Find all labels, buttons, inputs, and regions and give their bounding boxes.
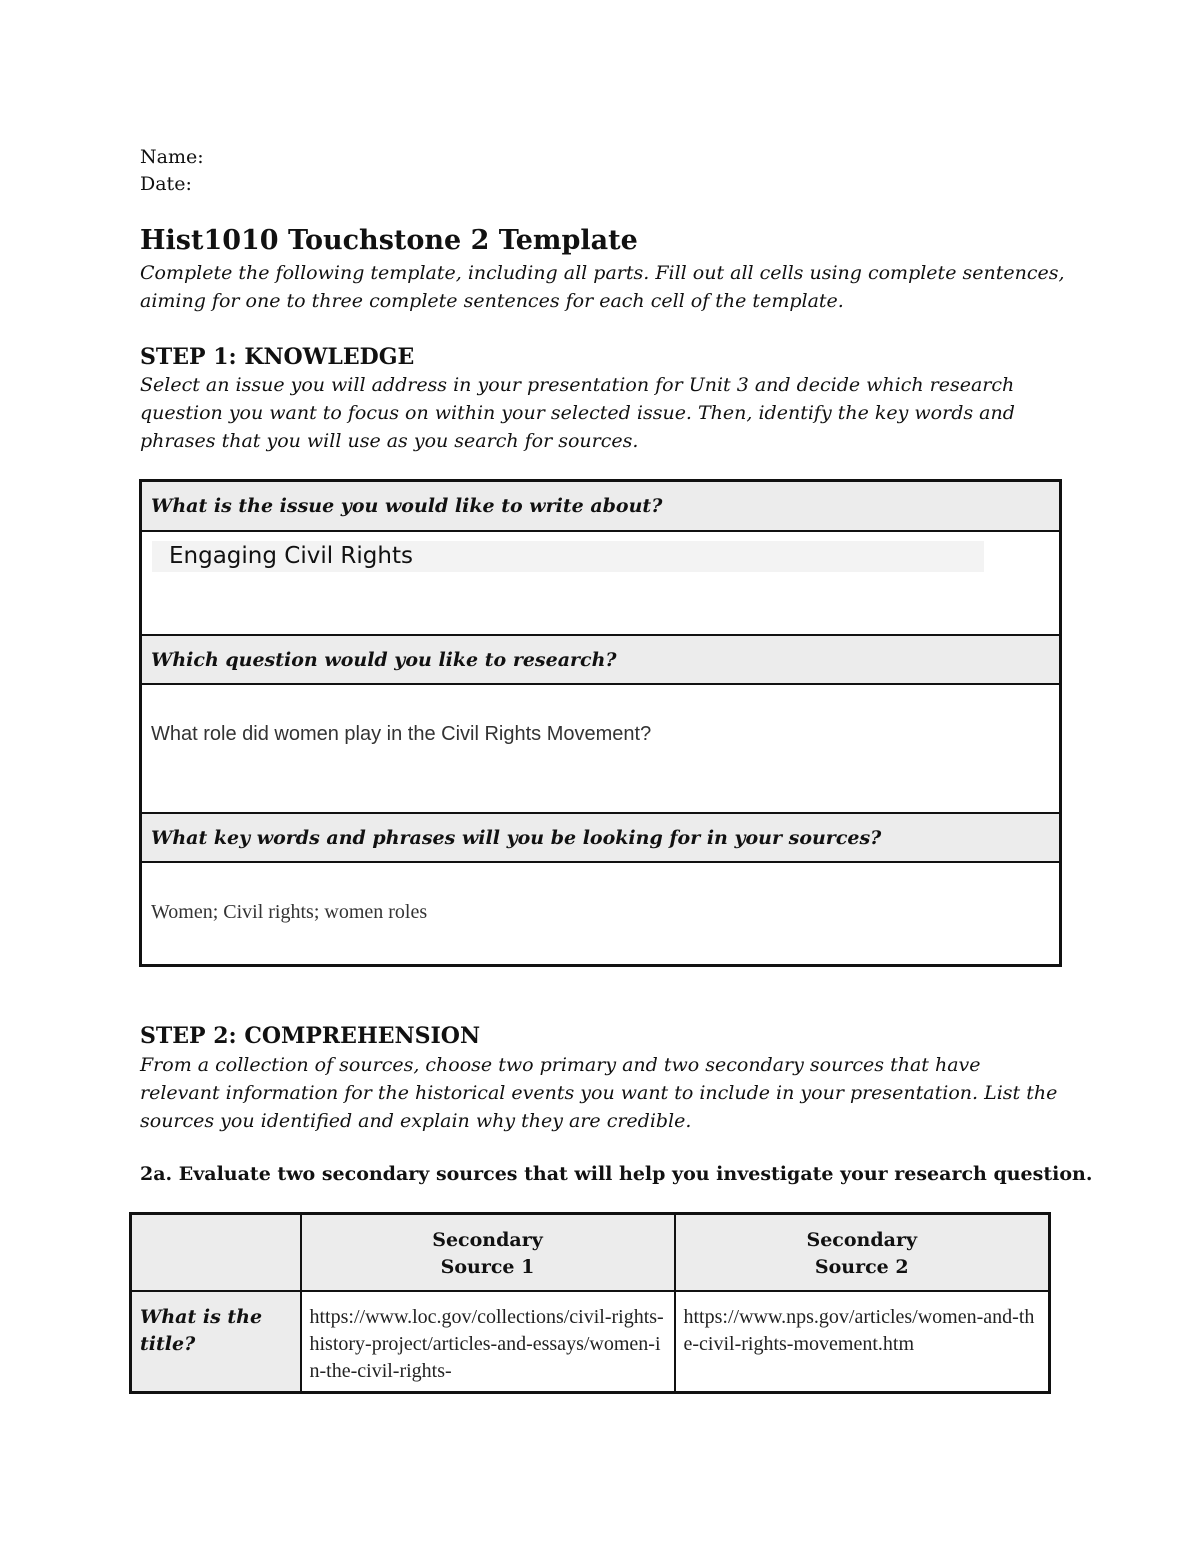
- issue-question-cell: [142, 482, 1059, 532]
- issue-answer-field[interactable]: Engaging Civil Rights: [152, 541, 984, 572]
- name-label: Name:: [140, 146, 204, 168]
- header-line: Source 2: [814, 1256, 909, 1278]
- step2-heading: STEP 2: COMPREHENSION: [140, 1023, 481, 1049]
- keywords-answer-text[interactable]: Women; Civil rights; women roles: [151, 901, 428, 923]
- issue-answer-cell[interactable]: [142, 532, 1059, 636]
- instructions-text: Complete the following template, including all parts. Fill out all cells using complete sentences, aiming for one to three complete sentences for each cell of the template.: [140, 262, 1065, 312]
- knowledge-table: [139, 479, 1062, 967]
- secondary-source-1-header: [301, 1214, 675, 1291]
- secondary-sources-table: [129, 1212, 1051, 1394]
- source-2-title-cell[interactable]: https://www.nps.gov/articles/women-and-the-civil-rights-movement.htm: [675, 1291, 1050, 1393]
- source-1-title-cell[interactable]: https://www.loc.gov/collections/civil-rights-history-project/articles-and-essays/women-in-the-civil-rights-: [301, 1291, 675, 1393]
- step2-description: From a collection of sources, choose two primary and two secondary sources that have relevant information for the historical events you want to include in your presentation. List the sources you identified and explain why they are credible.: [140, 1054, 1058, 1132]
- header-line: Source 1: [440, 1256, 535, 1278]
- step1-heading: STEP 1: KNOWLEDGE: [140, 344, 415, 370]
- research-answer-text[interactable]: What role did women play in the Civil Rights Movement?: [151, 723, 652, 745]
- research-answer-cell[interactable]: [142, 685, 1059, 814]
- document-title: Hist1010 Touchstone 2 Template: [140, 225, 638, 256]
- research-question: Which question would you like to research?: [151, 648, 617, 671]
- keywords-question: What key words and phrases will you be looking for in your sources?: [151, 826, 882, 849]
- keywords-answer-cell[interactable]: [142, 863, 1059, 964]
- secondary-source-2-header: [675, 1214, 1050, 1291]
- header-line: Secondary: [806, 1229, 917, 1251]
- step2a-heading: 2a. Evaluate two secondary sources that will help you investigate your research question.: [140, 1163, 1093, 1185]
- research-question-cell: [142, 636, 1059, 685]
- table-corner-cell: [131, 1214, 301, 1291]
- header-line: Secondary: [432, 1229, 543, 1251]
- keywords-question-cell: [142, 814, 1059, 863]
- table-header-row: [131, 1214, 1050, 1291]
- header-fields: [140, 144, 204, 198]
- date-label: Date:: [140, 173, 192, 195]
- title-row-label: What is the title?: [131, 1291, 301, 1393]
- step1-description: Select an issue you will address in your presentation for Unit 3 and decide which research question you want to focus on within your selected issue. Then, identify the key words and phrases that you will use as you search for sources.: [140, 374, 1015, 452]
- table-row: [131, 1291, 1050, 1393]
- issue-question: What is the issue you would like to write about?: [151, 495, 663, 517]
